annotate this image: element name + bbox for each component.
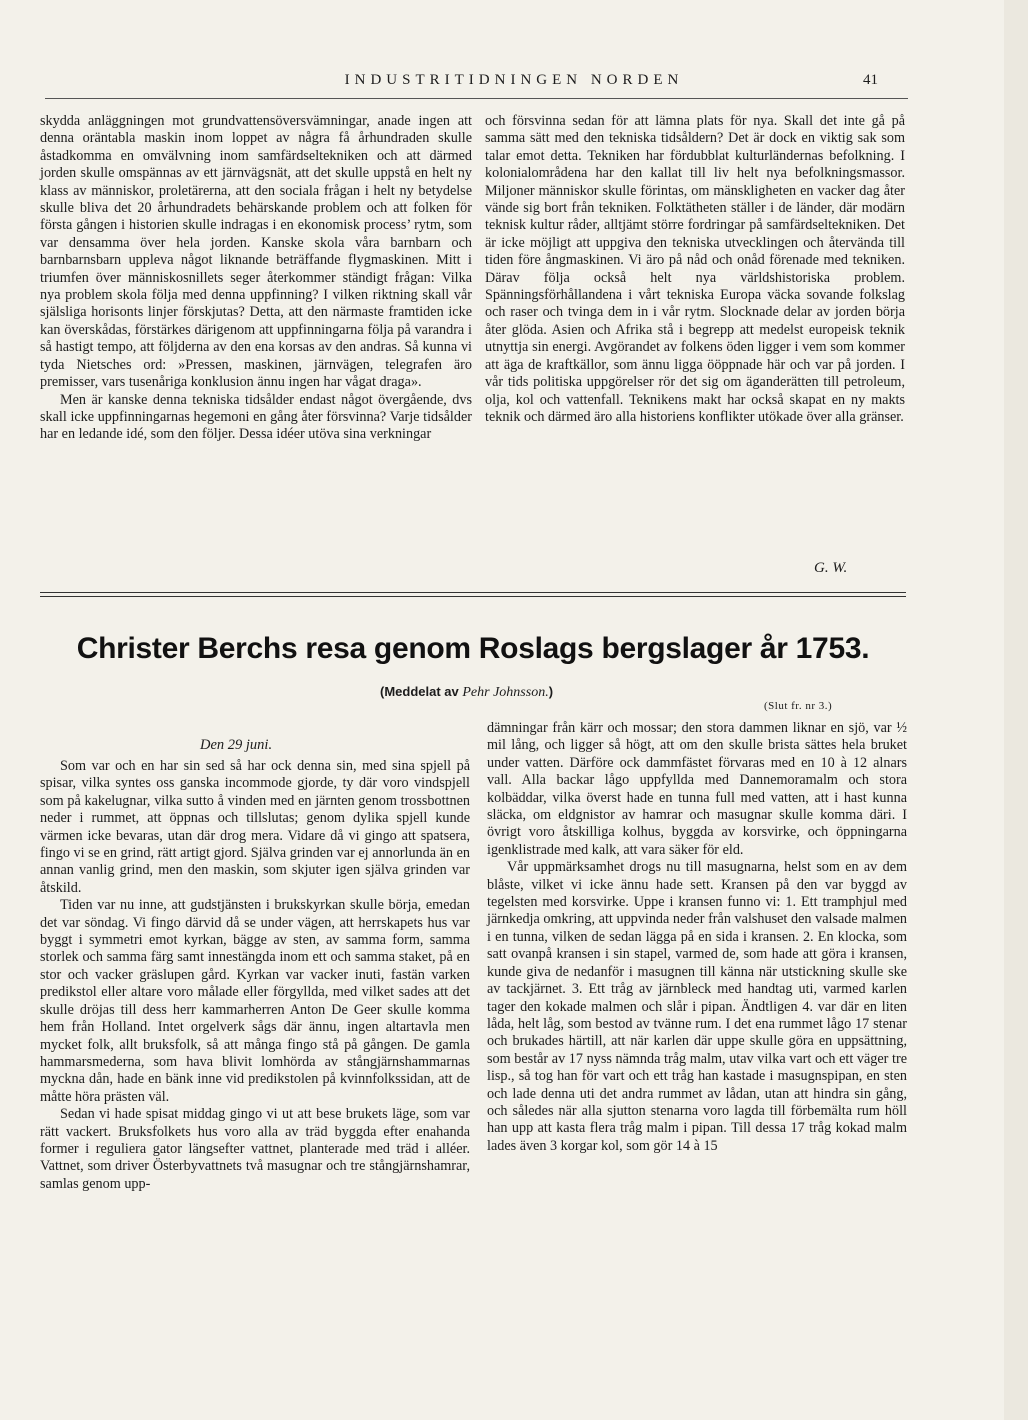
paragraph: Vår uppmärksamhet drogs nu till masugnarna, helst som en av dem blåste, vilket vi icke ännu hade sett. Kransen på den var byggd av tegelsten med korsvirke. Uppe i kransen funno vi: 1. Ett tramphjul med järnkedja omkring, att uppvinda neder från valshuset den valsade malmen i en tunna, vilken de sedan lägga på en sida i kransen. 2. En klocka, som satt ovanpå kransen i sin stapel, varmed de, som hade att göra i kransen, kunde giva de nedanför i masugnen till känna när utstickning skulle ske av tackjärnet. 3. Ett tråg av järnbleck med handtag uti, varmed karlen tager den kokade malmen och slår i pipan. Ändtligen 4. var där en liten låda, helt låg, som bestod av tvänne rum. I det ena rummet lågo 17 stenar och brukades härtill, att när karlen där uppe skulle göra en uppsättning, som består av 17 nyss nämnda tråg malm, utav vilka vart och ett väger tre lisp., så tog han för vart och ett tråg han kastade i masugnspipan, en sten och lade denna uti det andra rummet av lådan, utan att hindra sin gång, och således när alla sjutton stenarna voro lagda till förbemälta rum höll han upp att kasta flera tråg malm i pipan. Till dessa 17 tråg kokad malm lades även 3 korgar kol, som gör 14 à 15	[487, 859, 907, 1154]
byline	[380, 684, 553, 701]
diary-date: Den 29 juni.	[200, 737, 273, 753]
byline-suffix: )	[548, 684, 554, 699]
article-divider	[40, 592, 906, 597]
page-number: 41	[863, 72, 878, 88]
paragraph: Som var och en har sin sed så har ock denna sin, med sina spjell på spisar, vilka syntes oss ganska incommode gjorde, ty där voro vindspjell som på kakelugnar, vilka sutto å vinden med en järnten genom trossbottnen neder i rummet, att öppnas och tillslutas; genom dylika spjell kunde värmen icke bevaras, utan där drog mera. Vidare då vi gingo att spatsera, fingo vi se en grind, rätt artigt gjord. Själva grinden var ej annorlunda än en annan vanlig grind, men den maskin, som skjuter igen själva grinden var åtskild.	[40, 758, 470, 896]
page-edge	[1004, 0, 1028, 1420]
publication-title: INDUSTRITIDNINGEN NORDEN	[344, 72, 684, 88]
article-title: Christer Berchs resa genom Roslags bergslager år 1753.	[76, 632, 870, 665]
paragraph: Sedan vi hade spisat middag gingo vi ut att bese brukets läge, som var rätt vackert. Bruksfolkets hus voro alla av träd byggda efter enahanda former i reguliera gator längsefter vattnet, planterade med träd i alléer. Vattnet, som driver Österbyvattnets två masugnar och tre stångjärnshamrar, samlas genom upp-	[40, 1106, 470, 1192]
top-article-left-column	[40, 113, 472, 444]
byline-prefix: (Meddelat av	[380, 684, 459, 699]
top-article-right-column	[485, 113, 905, 426]
author-signature: G. W.	[814, 560, 848, 576]
article-right-column	[487, 720, 907, 1155]
page-header	[0, 72, 1028, 96]
paragraph: Tiden var nu inne, att gudstjänsten i brukskyrkan skulle börja, emedan det var söndag. Vi fingo därvid då se under vägen, att herrskapets hus var byggt i symmetri emot kyrkan, bägge av sten, av samma form, samma storlek och samma färg samt innestängda inom ett och samma staket, på en stor och vacker gräslupen gård. Kyrkan var vacker inuti, fastän varken predikstol eller altare voro målade eller förgyllda, med vilket sades att det skulle dröjas till dess herr kammarherren Anton De Geer skulle komma hem från Holland. Intet orgelverk sågs där ännu, ingen altartavla men mycket folk, allt bruksfolk, så att många fingo stå på gången. De gamla hammarsmederna, som hava blivit lomhörda av stångjärnshammarnas myckna dån, hade en bänk inne vid predikstolen på kvinnfolkssidan, att de måtte höra prästen väl.	[40, 897, 470, 1105]
paragraph: och försvinna sedan för att lämna plats för nya. Skall det inte gå på samma sätt med den tekniska tidsåldern? Det är dock en viktig sak som talar emot detta. Tekniken har fördubblat kulturländernas befolkning. I kolonialområdena har den kallat till liv helt nya befolkningsmassor. Miljoner människor skulle förintas, om mänskligheten en vacker dag åter vände sig bort från tekniken. Folktätheten ställer i de länder, där modärn teknisk kultur råder, alltjämt större fordringar på samfärdseltekniken. Det är icke möjligt att uppgiva den tekniska utvecklingen och återvända till tiden före ångmaskinen. Vi äro på nåd och onåd förenade med tekniken. Därav följa också helt nya världshistoriska problem. Spänningsförhållandena i vårt tekniska Europa väcka sovande folkslag och raser och tvinga dem in i vår rytm. Slocknade delar av jorden börja åter glöda. Asien och Afrika stå i begrepp att medelst europeisk teknik utnyttja sin energi. Avgörandet av folkens öden ligger i vem som kommer att äga de kraftkällor, som ännu ligga ööppnade här och var på jorden. I vår tids politiska uppgörelser rör det sig om äganderätten till petroleum, olja, kol och vattenfall. Teknikens makt har också skapat en ny makts teknik och därmed äro alla historiens konflikter utökade över alla gränser.	[485, 113, 905, 425]
paragraph: skydda anläggningen mot grundvattensöversvämningar, anade ingen att denna oräntabla maskin inom loppet av några få århundraden skulle åstadkomma en omvälvning inom samfärdseltekniken och att därmed jorden skulle omspännas av ett järnvägsnät, att det skulle uppstå en helt ny klass av människor, proletärerna, att den sociala frågan i helt ny betydelse skulle bliva det 20 århundradets behärskande problem och att folken för första gången i historien skulle indragas i en ekonomisk process’ rytm, som var densamma över hela jorden. Kanske skola våra barnbarn och barnbarnsbarn uppleva något liknande beträffande flygmaskinen. Mitt i triumfen över människosnillets seger återkommer ständigt frågan: Vilka nya problem skola följa med denna uppfinning? I vilken riktning skall vår själsliga horisonts linjer förskjutas? Detta, att den närmaste framtiden icke kan överskådas, förstärkes därigenom att uppfinningarna följa på varandra i så hastigt tempo, att följderna av den ena korsas av den andras. Så kunna vi tyda Nietsches ord: »Pressen, maskinen, järnvägen, telegrafen äro premisser, vars tusenåriga konklusion ännu ingen har vågat draga».	[40, 113, 472, 391]
header-rule	[45, 98, 908, 99]
paragraph: Men är kanske denna tekniska tidsålder endast något övergående, dvs skall icke uppfinningarnas hegemoni en gång åter försvinna? Varje tidsålder har en ledande idé, som den följer. Dessa idéer utöva sina verkningar	[40, 391, 472, 443]
article-left-column	[40, 758, 470, 1193]
paragraph: dämningar från kärr och mossar; den stora dammen liknar en sjö, var ½ mil lång, och ligger så högt, att om den skulle brista sättes hela bruket under vatten. Därföre ock dammfästet förvaras med en 10 à 12 alnars vall. Alla backar lågo uppfyllda med Dannemoramalm och stora kolbäddar, vilka överst hade en tunna full med vatten, att i hast kunna släcka, om eldgnistor av hamrar och masugnar skulle komma däri. I övrigt voro åtskilliga kolhus, byggda av korsvirke, och öppningarna igenklistrade med kalk, att vara säker för eld.	[487, 720, 907, 858]
continuation-note: (Slut fr. nr 3.)	[764, 700, 833, 712]
byline-author: Pehr Johnsson.	[462, 685, 549, 700]
